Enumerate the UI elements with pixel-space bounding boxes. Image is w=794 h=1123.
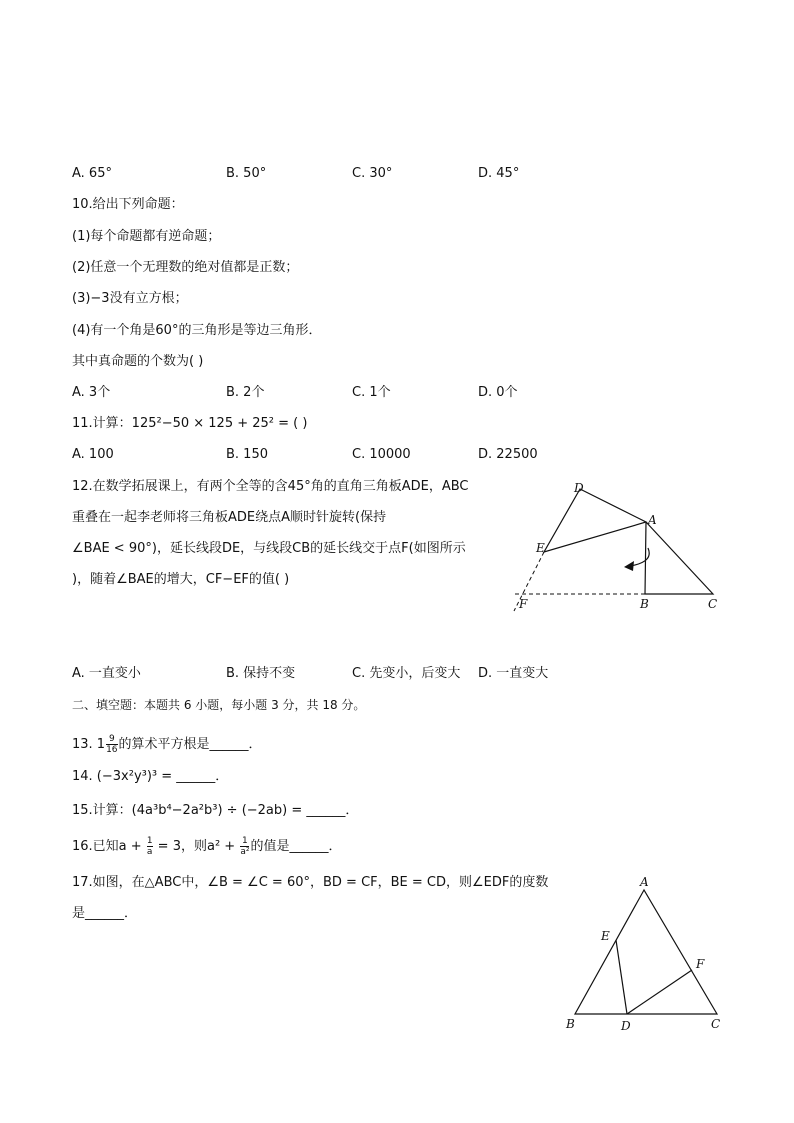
q16-frac1-num: 1 [146,836,153,846]
question-13 [72,734,262,755]
q12-line-3: ∠BAE < 90°)，延长线段DE，与线段CB的延长线交于点F(如图所示 [72,541,466,556]
q12-triangle-ade [544,489,646,552]
q17-label-e: E [601,929,610,943]
q16-fraction-1 [147,836,153,857]
q12-option-c: C. 先变小，后变大 [352,666,461,681]
q17-line-2: 是______． [72,906,138,921]
q10-item-3: (3)−3没有立方根； [72,291,188,306]
q10-item-4: (4)有一个角是60°的三角形是等边三角形． [72,323,322,338]
q10-option-c: C. 1个 [352,385,391,400]
q17-line-1: 17.如图，在△ABC中，∠B = ∠C = 60°，BD = CF，BE = CD，则∠EDF的度数 [72,875,549,890]
q9-option-d: D. 45° [478,166,520,181]
q16-frac2-num: 1 [242,836,248,846]
q11-option-a: A. 100 [72,447,114,462]
q11-stem: 11.计算：125²−50 × 125 + 25² = ( ) [72,416,308,431]
q17-triangle-abc [575,890,717,1014]
q12-line-2: 重叠在一起李老师将三角板ADE绕点A顺时针旋转(保持 [72,510,387,525]
q16-frac2-den: a² [240,847,250,857]
q12-figure [505,478,735,618]
q12-line-1: 12.在数学拓展课上，有两个全等的含45°角的直角三角板ADE，ABC [72,479,469,494]
q9-option-b: B. 50° [226,166,267,181]
q9-option-c: C. 30° [352,166,393,181]
q17-label-b: B [566,1017,575,1031]
q16-prefix: 16.已知a + [72,839,146,854]
section-2-heading: 二、填空题：本题共 6 小题，每小题 3 分，共 18 分。 [72,698,366,712]
q11-option-c: C. 10000 [352,447,411,462]
q10-item-2: (2)任意一个无理数的绝对值都是正数； [72,260,299,275]
q10-option-a: A. 3个 [72,385,111,400]
q12-line-4: )，随着∠BAE的增大，CF−EF的值( ) [72,572,290,587]
question-15: 15.计算：(4a³b⁴−2a²b³) ÷ (−2ab) = ______． [72,803,359,818]
q12-label-d: D [574,481,584,495]
q13-fraction [106,734,117,755]
q10-stem: 10.给出下列命题： [72,197,184,212]
q16-frac1-den: a [146,847,153,857]
q11-option-b: B. 150 [226,447,268,462]
q11-option-d: D. 22500 [478,447,538,462]
q13-suffix: 的算术平方根是______． [118,737,262,752]
q12-arrowhead [624,561,634,571]
q12-label-a: A [648,513,657,527]
question-16 [72,836,341,857]
q16-middle: = 3，则a² + [153,839,240,854]
q12-label-c: C [708,597,718,611]
q10-option-d: D. 0个 [478,385,518,400]
q17-figure [560,872,730,1034]
q17-segment-df [627,970,692,1014]
q12-label-e: E [536,541,545,555]
q12-label-f: F [519,597,528,611]
q12-option-a: A. 一直变小 [72,666,141,681]
q17-label-a: A [640,875,649,889]
q10-question: 其中真命题的个数为( ) [72,354,204,369]
q12-triangle-abc [645,522,713,594]
q16-suffix: 的值是______． [250,839,342,854]
q17-label-c: C [711,1017,721,1031]
q13-frac-den: 16 [106,745,118,755]
q13-frac-num: 9 [106,734,117,745]
question-14: 14. (−3x²y³)³ = ______． [72,769,229,784]
q10-item-1: (1)每个命题都有逆命题； [72,229,221,244]
q17-label-f: F [696,957,705,971]
q9-option-a: A. 65° [72,166,112,181]
q12-option-b: B. 保持不变 [226,666,296,681]
q16-fraction-2 [240,836,249,857]
q13-prefix: 13. 1 [72,737,106,752]
q17-segment-ed [616,940,627,1014]
q17-label-d: D [621,1019,631,1033]
q10-option-b: B. 2个 [226,385,265,400]
q12-option-d: D. 一直变大 [478,666,549,681]
q12-label-b: B [640,597,649,611]
